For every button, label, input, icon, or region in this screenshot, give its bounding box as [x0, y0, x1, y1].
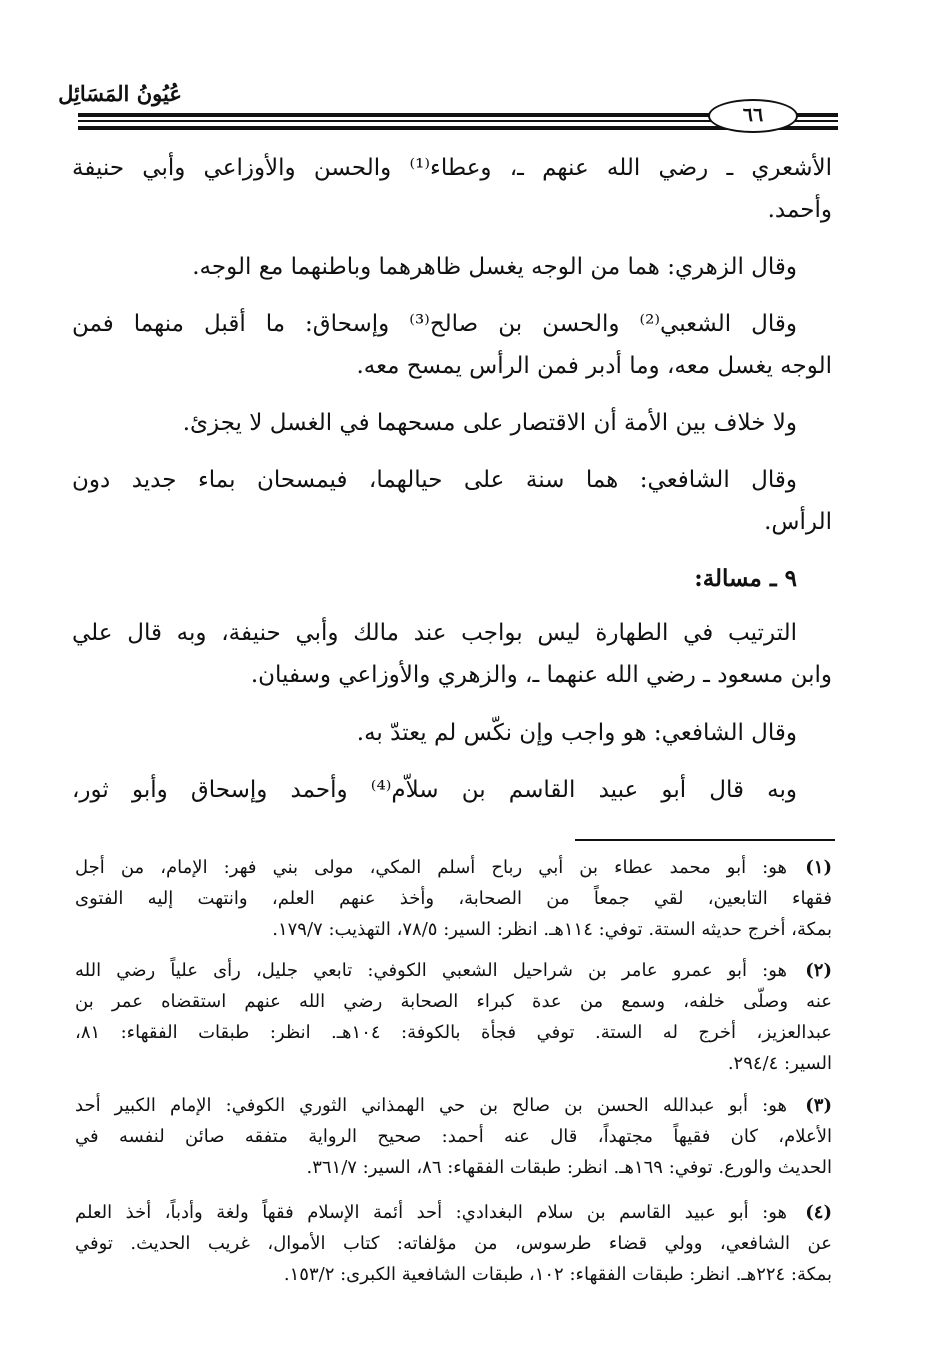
- body-line: الوجه يغسل معه، وما أدبر فمن الرأس يمسح معه.: [356, 353, 832, 379]
- footnote-number: (٤): [805, 1202, 832, 1223]
- footnote-line: بمكة، أخرج حديثه الستة. توفي: ١١٤هـ. انظر: السير: ٧٨/٥، التهذيب: ١٧٩/٧.: [272, 919, 832, 940]
- body-line: الأشعري ـ رضي الله عنهم ـ، وعطاء⁽¹⁾ والحسن والأوزاعي وأبي حنيفة: [72, 155, 832, 181]
- footnote-line: فقهاء التابعين، لقي جمعاً من الصحابة، وأخذ عنهم العلم، وانتهت إليه الفتوى: [75, 888, 832, 909]
- footnote-line: بمكة: ٢٢٤هـ. انظر: طبقات الفقهاء: ١٠٢، طبقات الشافعية الكبرى: ١٥٣/٢.: [283, 1264, 832, 1285]
- page-number: ٦٦: [742, 104, 764, 126]
- body-line: ولا خلاف بين الأمة أن الاقتصار على مسحهما في الغسل لا يجزئ.: [182, 410, 797, 436]
- body-line: وابن مسعود ـ رضي الله عنهما ـ، والزهري والأوزاعي وسفيان.: [250, 662, 832, 688]
- footnote-line: الحديث والورع. توفي: ١٦٩هـ. انظر: طبقات الفقهاء: ٨٦، السير: ٣٦١/٧.: [306, 1157, 832, 1178]
- footnote-line: عن الشافعي، وولي قضاء طرسوس، من مؤلفاته: كتاب الأموال، غريب الحديث. توفي: [75, 1233, 832, 1254]
- body-line: وقال الشافعي: هما سنة على حيالهما، فيمسحان بماء جديد دون: [72, 467, 797, 493]
- section-heading: ٩ ـ مسالة:: [694, 565, 797, 592]
- footnote-line: عبدالعزيز، أخرج له الستة. توفي فجأة بالكوفة: ١٠٤هـ. انظر: طبقات الفقهاء: ٨١،: [75, 1022, 832, 1043]
- body-line: وأحمد.: [767, 197, 832, 223]
- body-line: وقال الزهري: هما من الوجه يغسل ظاهرهما وباطنهما مع الوجه.: [192, 254, 797, 280]
- footnote-line: هو: أبو محمد عطاء بن أبي رباح أسلم المكي، مولى بني فهر: الإمام، من أجل: [75, 857, 787, 878]
- footnote-line: عنه وصلّى خلفه، وسمع من عدة كبراء الصحابة رضي الله عنهم استقضاه عمر بن: [75, 991, 832, 1012]
- footnote-line: هو: أبو عبدالله الحسن بن صالح بن حي الهمذاني الثوري الكوفي: الإمام الكبير أحد: [75, 1095, 787, 1116]
- body-line: وقال الشعبي⁽²⁾ والحسن بن صالح⁽³⁾ وإسحاق: ما أقبل منهما فمن: [72, 311, 797, 337]
- footnote-line: السير: ٢٩٤/٤.: [727, 1053, 832, 1074]
- footnote-line: هو: أبو عمرو عامر بن شراحيل الشعبي الكوفي: تابعي جليل، رأى علياً رضي الله: [75, 960, 787, 981]
- footnote-separator: [575, 839, 835, 841]
- running-header-title: عُيُونُ المَسَائِل: [58, 81, 182, 106]
- body-line: الترتيب في الطهارة ليس بواجب عند مالك وأبي حنيفة، وبه قال علي: [72, 620, 797, 646]
- body-line: وبه قال أبو عبيد القاسم بن سلاّم⁽⁴⁾ وأحمد وإسحاق وأبو ثور،: [72, 777, 797, 803]
- footnote-line: هو: أبو عبيد القاسم بن سلام البغدادي: أحد أئمة الإسلام فقهاً ولغة وأدباً، أخذ العلم: [75, 1202, 787, 1223]
- footnote-line: الأعلام، كان فقيهاً مجتهداً، قال عنه أحمد: صحيح الرواية متفقه صائن لنفسه في: [75, 1126, 832, 1147]
- footnote-number: (١): [805, 857, 832, 878]
- footnote-number: (٢): [805, 960, 832, 981]
- body-line: الرأس.: [764, 509, 832, 535]
- footnote-number: (٣): [805, 1095, 832, 1116]
- body-line: وقال الشافعي: هو واجب وإن نكّس لم يعتدّ به.: [356, 720, 797, 746]
